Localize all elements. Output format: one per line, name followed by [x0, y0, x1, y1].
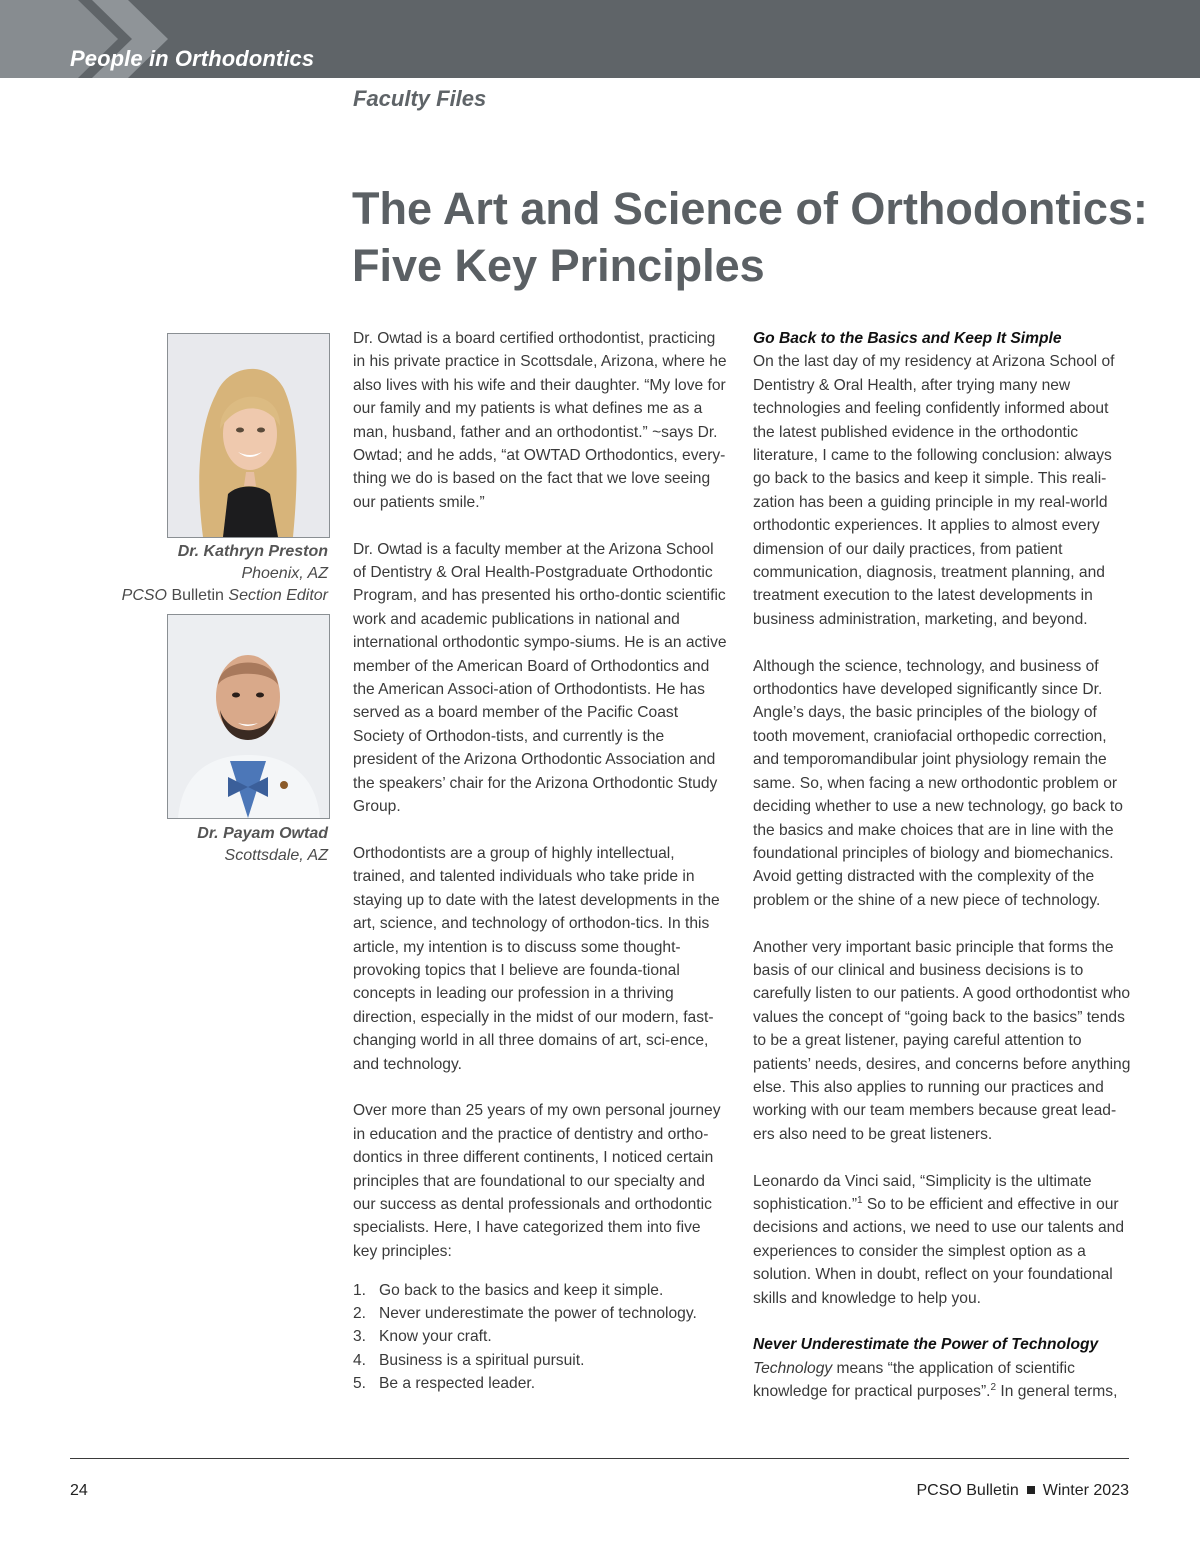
- list-text: Never underestimate the power of technology.: [379, 1305, 697, 1322]
- list-number: 5.: [353, 1375, 367, 1393]
- section-heading: Go Back to the Basics and Keep It Simple: [753, 330, 1062, 347]
- list-number: 2.: [353, 1305, 367, 1322]
- footnote-ref: 1: [857, 1194, 863, 1206]
- list-text: Know your craft.: [379, 1328, 492, 1346]
- paragraph: [753, 1170, 1131, 1310]
- section-block: [753, 327, 1131, 631]
- list-text: Go back to the basics and keep it simple.: [379, 1281, 664, 1299]
- paragraph-text: In general terms,: [996, 1383, 1118, 1401]
- article-column-middle: [353, 327, 729, 1396]
- page-number: 24: [70, 1482, 88, 1499]
- section-heading: Never Underestimate the Power of Technology: [753, 1336, 1099, 1354]
- paragraph: Although the science, technology, and business of orthodontics have developed significantly since Dr. Angle’s days, the basic principles of the biology of tooth movement, craniofacial orthopedic correction, and temporomandibular joint physiology remain the same. So, when facing a new orthodontic problem or deciding whether to use a new technology, go back to the basics and make choices that are in line with the foundational principles of biology and biomechanics. Avoid getting distracted with the complexity of the problem or the shine of a new piece of technology.: [753, 657, 1123, 909]
- list-number: 3.: [353, 1328, 367, 1346]
- paragraph-text: means “the application of scientific knowledge for practical purposes”.: [753, 1359, 1075, 1401]
- role-title: Section Editor: [228, 587, 328, 604]
- author-role: [122, 587, 328, 604]
- paragraph: Dr. Owtad is a faculty member at the Arizona School of Dentistry & Oral Health-Postgraduate Orthodontic Program, and has presented his ortho-dontic scientific work and academic publications in national and international orthodontic sympo-siums. He is an active member of the American Board of Orthodontics and the American Associ-ation of Orthodontists. He has served as a board member of the Pacific Coast Society of Orthodon-tists, and currently is the president of the Arizona Orthodontic Association and the speakers’ chair for the Arizona Orthodontic Study Group.: [353, 540, 727, 816]
- footer-publication: [916, 1482, 1129, 1500]
- list-text: Be a respected leader.: [379, 1375, 536, 1393]
- author-location: Phoenix, AZ: [241, 565, 328, 582]
- principles-list: [353, 1279, 729, 1396]
- quote-text: Leonardo da Vinci said, “Simplicity is the ultimate sophistication.”: [753, 1172, 1092, 1213]
- article-column-right: [753, 327, 1131, 1427]
- paragraph: On the last day of my residency at Arizona School of Dentistry & Oral Health, after trying many new technologies and feeling confidently informed about the latest published evidence in the orthodontic literature, I came to the following conclusion: always go back to the basics and keep it simple. This reali-zation has been a guiding principle in my real-world orthodontic experiences. It applies to almost every dimension of our daily practices, from patient communication, diagnosis, treatment planning, and treatment execution to the latest developments in business administration, marketing, and beyond.: [753, 353, 1115, 628]
- author-caption-1: [108, 541, 328, 607]
- section-block: [753, 1333, 1131, 1403]
- list-item: [353, 1325, 729, 1348]
- list-number: 1.: [353, 1281, 367, 1299]
- publication-name: PCSO Bulletin: [916, 1482, 1019, 1499]
- paragraph: Over more than 25 years of my own personal journey in education and the practice of dentistry and ortho-dontics in three different continents, I noticed certain principles that are foundational to our specialty and our success as dental professionals and orthodontic specialists. Here, I have categorized them into five key principles:: [353, 1102, 721, 1260]
- subsection-label: Faculty Files: [353, 86, 487, 111]
- list-number: 4.: [353, 1351, 367, 1369]
- author-caption-2: [108, 823, 328, 867]
- header-bar: [0, 0, 1200, 78]
- author-photo-kathryn-preston: [167, 333, 330, 538]
- defined-term: Technology: [753, 1359, 833, 1377]
- list-item: [353, 1302, 729, 1325]
- footnote-ref: 2: [990, 1382, 997, 1394]
- author-location: Scottsdale, AZ: [224, 847, 328, 864]
- paragraph: Dr. Owtad is a board certified orthodontist, practicing in his private practice in Scottsdale, Arizona, where he also lives with his wife and their daughter. “My love for our family and my patients is what defines me as a man, husband, father and an orthodontist.” ~says Dr. Owtad; and he adds, “at OWTAD Orthodontics, every-thing we do is based on the fact that we love seeing our patients smile.”: [353, 330, 727, 511]
- author-name: Dr. Payam Owtad: [197, 825, 328, 842]
- list-item: [353, 1279, 729, 1302]
- issue-date: Winter 2023: [1042, 1482, 1129, 1499]
- paragraph: Orthodontists are a group of highly intellectual, trained, and talented individuals who take pride in staying up to date with the latest developments in the art, science, and technology of orthodon-tics. In this article, my intention is to discuss some thought-provoking topics that I believe are founda-tional concepts in leading our profession in a thriving direction, especially in the midst of our modern, fast-changing world in all three domains of art, sci-ence, and technology.: [353, 844, 720, 1073]
- footer-divider: [70, 1458, 1129, 1459]
- title-line-1: The Art and Science of Orthodontics:: [352, 183, 1148, 234]
- paragraph-text: So to be efficient and effective in our decisions and actions, we need to use our talents and experiences to consider the simplest option as a solution. When in doubt, reflect on your foundational skills and knowledge to help you.: [753, 1195, 1125, 1307]
- list-item: [353, 1372, 729, 1395]
- paragraph: Another very important basic principle that forms the basis of our clinical and business decisions is to carefully listen to our patients. A good orthodontist who values the concept of “going back to the basics” tends to be a great listener, paying careful attention to patients’ needs, desires, and concerns before anything else. This also applies to running our practices and working with our team members because great lead-ers also need to be great listeners.: [753, 938, 1131, 1143]
- square-bullet-icon: [1027, 1486, 1035, 1494]
- author-photo-payam-owtad: [167, 614, 330, 819]
- title-line-2: Five Key Principles: [352, 240, 765, 291]
- article-title: [352, 180, 1172, 294]
- role-org: PCSO: [121, 587, 167, 604]
- role-publication: Bulletin: [171, 587, 224, 604]
- author-name: Dr. Kathryn Preston: [177, 543, 328, 560]
- list-text: Business is a spiritual pursuit.: [379, 1351, 585, 1369]
- list-item: [353, 1349, 729, 1372]
- section-label: People in Orthodontics: [70, 46, 315, 71]
